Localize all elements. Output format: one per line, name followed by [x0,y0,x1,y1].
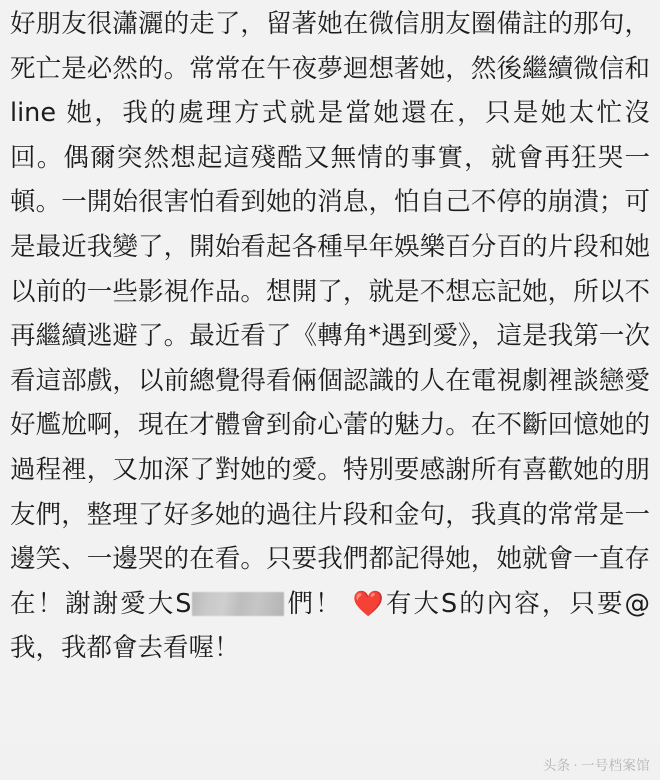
heart-icon: ❤️ [352,588,386,618]
watermark-source: 头条 [542,758,571,774]
redacted-name-block [192,592,284,616]
watermark-separator: · [573,758,578,774]
post-text-part-2: 們！ [285,588,353,619]
footer-bar [0,745,660,780]
watermark [543,754,650,774]
post-text-block [10,2,659,671]
post-text-part-3: 有大S的內容，只要@我，我都會去看喔！ [10,588,650,664]
watermark-account: 一号档案馆 [581,758,650,774]
post-text-part-1: 好朋友很瀟灑的走了，留著她在微信朋友圈備註的那句，死亡是必然的。常常在午夜夢迴想著她，然後繼續微信和 line 她，我的處理方式就是當她還在，只是她太忙沒回。偶爾突然想起這殘酷又無情的事實，就會再狂哭一頓。一開始很害怕看到她的消息，怕自己不停的崩潰；可是最近我變了，開始看起各種早年娛樂百分百的片段和她以前的一些影視作品。想開了，就是不想忘記她，所以不再繼續逃避了。最近看了《轉角*遇到愛》，這是我第一次看這部戲，以前總覺得看倆個認識的人在電視劇裡談戀愛好尷尬啊，現在才體會到俞心蕾的魅力。在不斷回憶她的過程裡，又加深了對她的愛。特別要感謝所有喜歡她的朋友們，整理了好多她的過往片段和金句，我真的常常是一邊笑、一邊哭的在看。只要我們都記得她，她就會一直存在！謝謝愛大S [10,9,659,619]
